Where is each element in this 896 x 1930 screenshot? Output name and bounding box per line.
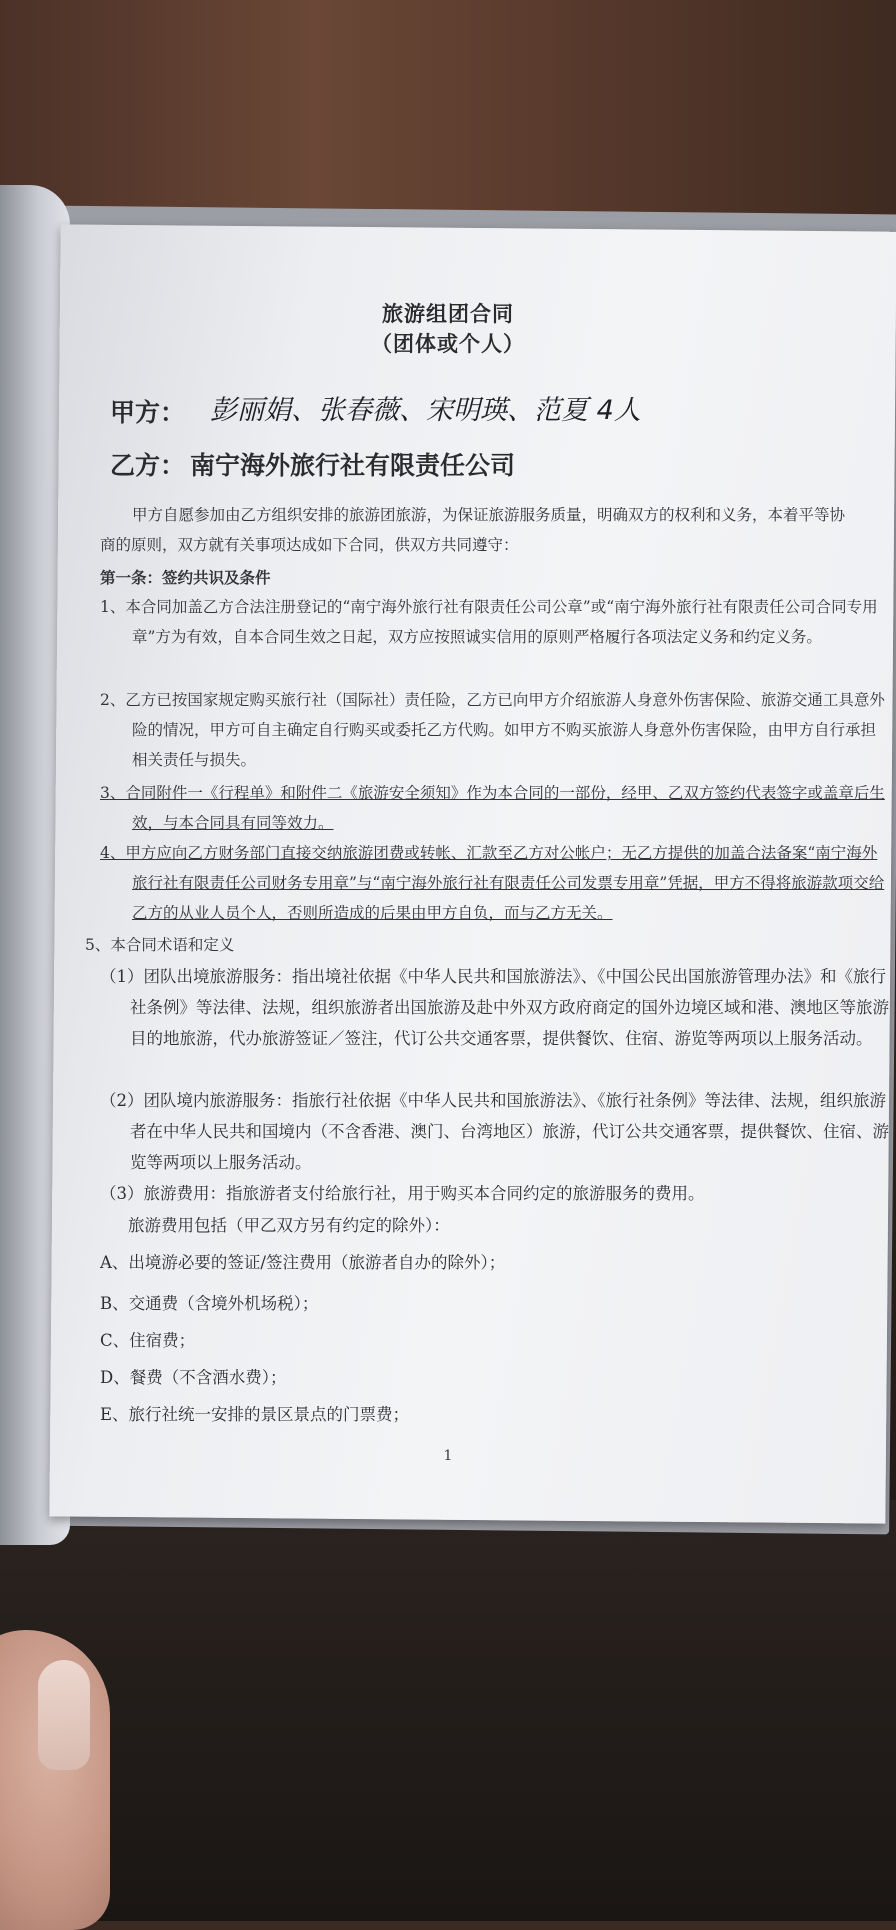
page-number: 1	[443, 1448, 453, 1464]
party-b-label: 乙方：	[110, 451, 186, 480]
party-b-name: 南宁海外旅行社有限责任公司	[190, 451, 516, 480]
fingernail	[38, 1660, 90, 1770]
fee-item-a: A、出境游必要的签证/签注费用（旅游者自办的除外）；	[100, 1253, 506, 1272]
definition-2: （2）团队境内旅游服务：指旅行社依据《中华人民共和国旅游法》、《旅行社条例》等法律、法规，组织旅游者在中华人民共和国境内（不含香港、澳门、台湾地区）旅游，代订公共交通客票，提供餐饮、住宿、游览等两项以上服务活动。	[100, 1091, 889, 1172]
fee-intro: 旅游费用包括（甲乙双方另有约定的除外）：	[128, 1216, 450, 1235]
party-a-handwritten-names: 彭丽娟、张春薇、宋明瑛、范夏 4人	[210, 395, 641, 426]
fee-item-c: C、住宿费；	[100, 1331, 196, 1350]
clause-1: 1、本合同加盖乙方合法注册登记的“南宁海外旅行社有限责任公司公章”或“南宁海外旅行社有限责任公司合同专用章”方为有效，自本合同生效之日起，双方应按照诚实信用的原则严格履行各项法定义务和约定义务。	[100, 598, 878, 646]
document-subtitle: （团体或个人）	[371, 331, 525, 356]
fee-item-d: D、餐费（不含酒水费）；	[100, 1368, 287, 1387]
fee-item-e: E、旅行社统一安排的景区景点的门票费；	[100, 1405, 410, 1424]
article-1-heading: 第一条：签约共识及条件	[100, 568, 271, 587]
clause-3: 3、合同附件一《行程单》和附件二《旅游安全须知》作为本合同的一部份，经甲、乙双方签约代表签字或盖章后生效，与本合同具有同等效力。	[100, 784, 885, 832]
clause-5-heading: 5、本合同术语和定义	[85, 936, 235, 954]
definition-3: （3）旅游费用：指旅游者支付给旅行社，用于购买本合同约定的旅游服务的费用。	[100, 1184, 705, 1203]
clause-4: 4、甲方应向乙方财务部门直接交纳旅游团费或转帐、汇款至乙方对公帐户；无乙方提供的加盖合法备案“南宁海外旅行社有限责任公司财务专用章”与“南宁海外旅行社有限责任公司发票专用章”凭据，甲方不得将旅游款项交给乙方的从业人员个人，否则所造成的后果由甲方自负，而与乙方无关。	[100, 844, 885, 922]
definition-1: （1）团队出境旅游服务：指出境社依据《中华人民共和国旅游法》、《中国公民出国旅游管理办法》和《旅行社条例》等法律、法规，组织旅游者出国旅游及赴中外双方政府商定的国外边境区域和港、澳地区等旅游目的地旅游，代办旅游签证／签注，代订公共交通客票，提供餐饮、住宿、游览等两项以上服务活动。	[100, 967, 889, 1048]
clause-2: 2、乙方已按国家规定购买旅行社（国际社）责任险，乙方已向甲方介绍旅游人身意外伤害保险、旅游交通工具意外险的情况，甲方可自主确定自行购买或委托乙方代购。如甲方不购买旅游人身意外伤害保险，由甲方自行承担相关责任与损失。	[100, 691, 885, 769]
intro-paragraph: 甲方自愿参加由乙方组织安排的旅游团旅游，为保证旅游服务质量，明确双方的权利和义务，本着平等协商的原则，双方就有关事项达成如下合同，供双方共同遵守：	[100, 506, 846, 554]
document-title: 旅游组团合同	[382, 301, 514, 326]
fee-item-b: B、交通费（含境外机场税）；	[100, 1294, 319, 1313]
party-a-label: 甲方：	[110, 398, 186, 427]
